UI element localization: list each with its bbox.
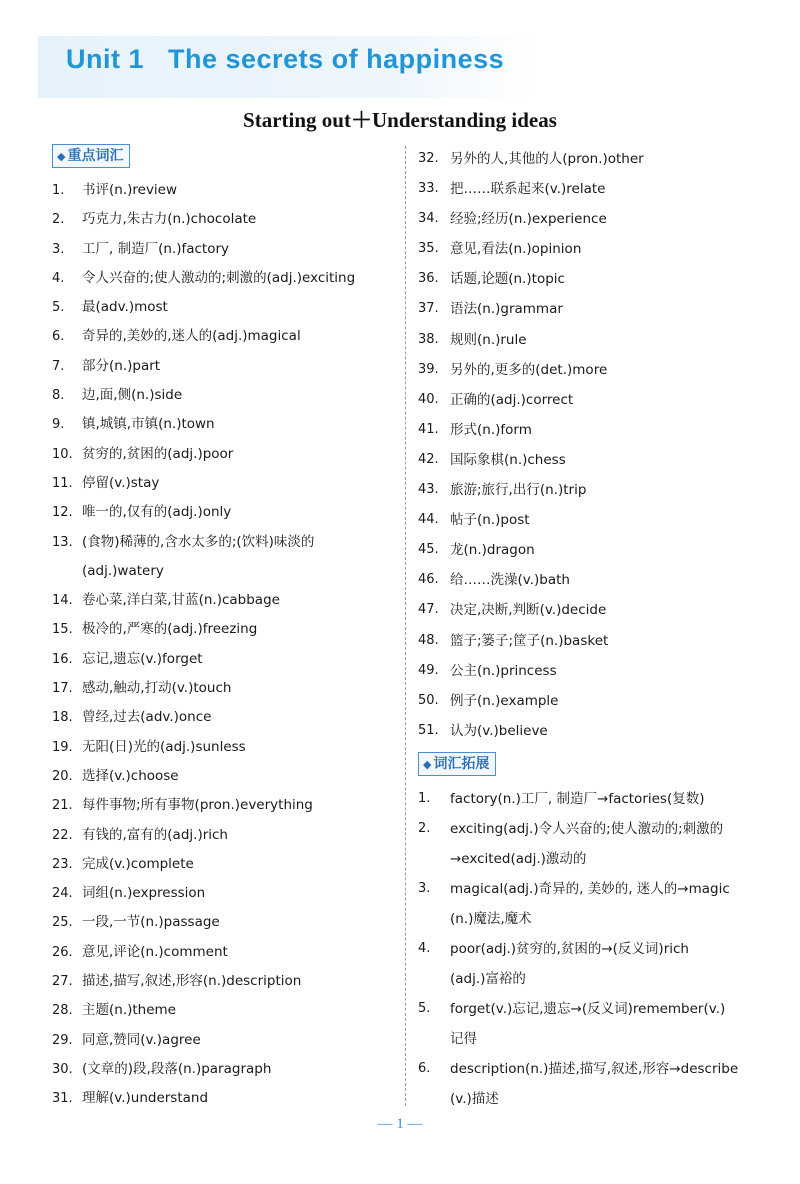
vocab-entry bbox=[52, 410, 392, 439]
entry-text: 忘记,遗忘(v.)forget bbox=[82, 650, 203, 667]
entry-number: 10. bbox=[52, 446, 73, 462]
vocab-entry bbox=[418, 355, 770, 385]
entry-text: 停留(v.)stay bbox=[82, 474, 160, 491]
entry-text: (n.)魔法,魔术 bbox=[450, 910, 532, 927]
section-title: Starting out＋Understanding ideas bbox=[243, 108, 557, 132]
vocab-entry bbox=[52, 703, 392, 732]
entry-number bbox=[418, 904, 450, 934]
entry-number: 21. bbox=[52, 798, 73, 814]
entry-text: 部分(n.)part bbox=[82, 357, 161, 374]
vocab-entry bbox=[52, 879, 392, 908]
unit-title: Unit 1 The secrets of happiness bbox=[66, 44, 505, 74]
vocab-entry bbox=[52, 586, 392, 615]
key-vocabulary-label: 重点词汇 bbox=[67, 148, 124, 164]
vocab-entry bbox=[52, 557, 392, 586]
entry-number: 7. bbox=[52, 358, 65, 374]
entry-number bbox=[418, 844, 450, 874]
entry-text: 经验;经历(n.)experience bbox=[450, 211, 607, 228]
entry-text: 令人兴奋的;使人激动的;刺激的(adj.)exciting bbox=[82, 269, 356, 286]
vocab-entry bbox=[418, 294, 770, 324]
entry-text: 工厂, 制造厂(n.)factory bbox=[82, 240, 230, 257]
entry-text: 例子(n.)example bbox=[450, 692, 559, 709]
entry-text: 选择(v.)choose bbox=[82, 767, 179, 784]
vocab-entry bbox=[52, 1026, 392, 1055]
entry-number: 39. bbox=[418, 361, 439, 377]
entry-text: 词组(n.)expression bbox=[82, 885, 206, 902]
entry-text: (文章的)段,段落(n.)paragraph bbox=[82, 1060, 272, 1077]
vocab-entry bbox=[52, 205, 392, 234]
entry-number: 32. bbox=[418, 151, 439, 166]
entry-text: 篮子;篓子;筐子(n.)basket bbox=[450, 632, 609, 649]
entry-text: 完成(v.)complete bbox=[82, 855, 194, 872]
entry-number: 31. bbox=[52, 1091, 73, 1107]
entry-text: 巧克力,朱古力(n.)chocolate bbox=[82, 211, 257, 228]
entry-number: 51. bbox=[418, 722, 439, 738]
vocab-entry bbox=[52, 791, 392, 820]
entry-number: 5. bbox=[418, 1000, 431, 1016]
entry-number: 44. bbox=[418, 512, 439, 528]
entry-text: 另外的人,其他的人(pron.)other bbox=[450, 151, 644, 167]
entry-text: 话题,论题(n.)topic bbox=[450, 271, 565, 288]
entry-text: 极冷的,严寒的(adj.)freezing bbox=[82, 621, 258, 638]
vocab-entry bbox=[418, 415, 770, 445]
entry-number: 12. bbox=[52, 505, 73, 521]
entry-number: 36. bbox=[418, 271, 439, 287]
vocab-entry bbox=[418, 1084, 770, 1114]
entry-text: 奇异的,美妙的,迷人的(adj.)magical bbox=[82, 328, 301, 345]
entry-text: 卷心菜,洋白菜,甘蓝(n.)cabbage bbox=[82, 592, 280, 609]
entry-number: 34. bbox=[418, 211, 439, 227]
entry-number: 40. bbox=[418, 391, 439, 407]
vocab-entry bbox=[418, 535, 770, 565]
entry-text: forget(v.)忘记,遗忘→(反义词)remember(v.) bbox=[450, 1000, 726, 1017]
entry-number: 6. bbox=[418, 1060, 431, 1076]
entry-number: 49. bbox=[418, 662, 439, 678]
vocab-entry bbox=[52, 352, 392, 381]
entry-text: →excited(adj.)激动的 bbox=[450, 850, 587, 867]
entry-text: 另外的,更多的(det.)more bbox=[450, 361, 608, 378]
entry-text: 意见,评论(n.)comment bbox=[82, 943, 228, 960]
vocab-entry bbox=[52, 615, 392, 644]
vocab-entry bbox=[52, 1084, 392, 1113]
entry-number bbox=[418, 1024, 450, 1054]
entry-text: 曾经,过去(adv.)once bbox=[82, 709, 212, 726]
entry-text: 意见,看法(n.)opinion bbox=[450, 241, 582, 258]
entry-text: 感动,触动,打动(v.)touch bbox=[82, 680, 232, 697]
entry-number: 3. bbox=[52, 241, 65, 257]
entry-number: 37. bbox=[418, 301, 439, 317]
vocab-entry bbox=[418, 904, 770, 934]
entry-text: factory(n.)工厂, 制造厂→factories(复数) bbox=[450, 790, 705, 807]
entry-number: 33. bbox=[418, 181, 439, 197]
entry-number: 2. bbox=[52, 212, 65, 228]
vocab-entry bbox=[52, 235, 392, 264]
entry-text: 规则(n.)rule bbox=[450, 331, 527, 348]
entry-number: 29. bbox=[52, 1032, 73, 1048]
entry-number: 15. bbox=[52, 622, 73, 638]
entry-text: magical(adj.)奇异的, 美妙的, 迷人的→magic bbox=[450, 880, 730, 897]
key-vocabulary-list-continued bbox=[418, 144, 770, 746]
vocab-entry bbox=[418, 874, 770, 904]
vocab-entry bbox=[52, 938, 392, 967]
vocab-entry bbox=[52, 645, 392, 674]
entry-number: 48. bbox=[418, 632, 439, 648]
vocab-entry bbox=[418, 844, 770, 874]
page-number: — 1 — bbox=[377, 1116, 423, 1132]
entry-number bbox=[52, 557, 82, 586]
entry-number: 41. bbox=[418, 421, 439, 437]
vocab-entry bbox=[52, 322, 392, 351]
entry-text: 认为(v.)believe bbox=[450, 722, 548, 739]
vocab-entry bbox=[418, 626, 770, 656]
entry-text: 给……洗澡(v.)bath bbox=[450, 572, 570, 589]
entry-number: 26. bbox=[52, 944, 73, 960]
entry-number: 18. bbox=[52, 710, 73, 726]
key-vocabulary-list bbox=[52, 176, 392, 1114]
entry-number: 1. bbox=[52, 183, 65, 198]
entry-number: 38. bbox=[418, 331, 439, 347]
vocabulary-expansion-heading bbox=[418, 752, 496, 776]
key-vocabulary-heading bbox=[52, 144, 130, 168]
entry-number: 8. bbox=[52, 388, 65, 404]
entry-number: 42. bbox=[418, 451, 439, 467]
entry-text: poor(adj.)贫穷的,贫困的→(反义词)rich bbox=[450, 940, 689, 957]
entry-text: 贫穷的,贫困的(adj.)poor bbox=[82, 445, 234, 462]
entry-text: 同意,赞同(v.)agree bbox=[82, 1031, 201, 1048]
entry-number: 19. bbox=[52, 739, 73, 755]
vocab-entry bbox=[52, 762, 392, 791]
vocab-entry bbox=[418, 385, 770, 415]
entry-text: description(n.)描述,描写,叙述,形容→describe bbox=[450, 1060, 739, 1077]
entry-text: 语法(n.)grammar bbox=[450, 301, 563, 318]
entry-number: 4. bbox=[52, 270, 65, 286]
entry-text: 无阳(日)光的(adj.)sunless bbox=[82, 738, 246, 755]
vocab-entry bbox=[52, 528, 392, 557]
entry-text: 镇,城镇,市镇(n.)town bbox=[82, 416, 215, 433]
entry-number: 6. bbox=[52, 329, 65, 345]
entry-number: 28. bbox=[52, 1003, 73, 1019]
entry-number: 3. bbox=[418, 880, 431, 896]
entry-text: 描述,描写,叙述,形容(n.)description bbox=[82, 973, 302, 990]
vocab-entry bbox=[52, 176, 392, 205]
entry-text: 决定,决断,判断(v.)decide bbox=[450, 602, 607, 619]
entry-number: 20. bbox=[52, 768, 73, 784]
entry-text: 有钱的,富有的(adj.)rich bbox=[82, 826, 228, 843]
vocabulary-expansion-list bbox=[418, 784, 770, 1114]
entry-text: 记得 bbox=[450, 1030, 477, 1047]
entry-number: 11. bbox=[52, 475, 73, 491]
entry-text: 书评(n.)review bbox=[82, 182, 178, 198]
vocab-entry bbox=[418, 475, 770, 505]
vocab-entry bbox=[418, 565, 770, 595]
diamond-icon: ◆ bbox=[57, 150, 66, 163]
entry-text: 边,面,侧(n.)side bbox=[82, 387, 183, 404]
vocab-entry bbox=[418, 964, 770, 994]
vocab-entry bbox=[418, 445, 770, 475]
vocab-entry bbox=[418, 264, 770, 294]
entry-number: 22. bbox=[52, 827, 73, 843]
entry-text: 把……联系起来(v.)relate bbox=[450, 181, 606, 198]
entry-number: 27. bbox=[52, 974, 73, 990]
vocab-entry bbox=[418, 325, 770, 355]
entry-text: 帖子(n.)post bbox=[450, 512, 530, 529]
vocab-entry bbox=[418, 1054, 770, 1084]
entry-number: 46. bbox=[418, 572, 439, 588]
entry-number: 50. bbox=[418, 692, 439, 708]
vocab-entry bbox=[52, 264, 392, 293]
vocab-entry bbox=[52, 733, 392, 762]
entry-text: 理解(v.)understand bbox=[82, 1090, 209, 1107]
vocab-entry bbox=[418, 784, 770, 814]
vocabulary-expansion-label: 词汇拓展 bbox=[433, 755, 490, 772]
vocab-entry bbox=[52, 967, 392, 996]
entry-text: 公主(n.)princess bbox=[450, 662, 557, 679]
entry-text: 旅游;旅行,出行(n.)trip bbox=[450, 482, 587, 499]
entry-number: 16. bbox=[52, 651, 73, 667]
entry-number: 45. bbox=[418, 542, 439, 558]
entry-number: 25. bbox=[52, 915, 73, 931]
entry-number: 1. bbox=[418, 790, 431, 806]
entry-text: 一段,一节(n.)passage bbox=[82, 914, 220, 931]
vocab-entry bbox=[418, 144, 770, 174]
vocab-entry bbox=[418, 174, 770, 204]
entry-text: 国际象棋(n.)chess bbox=[450, 451, 566, 468]
vocab-entry bbox=[52, 850, 392, 879]
vocab-entry bbox=[418, 1024, 770, 1054]
entry-text: 龙(n.)dragon bbox=[450, 542, 535, 559]
entry-number bbox=[418, 1084, 450, 1114]
right-column bbox=[418, 144, 770, 1114]
entry-number: 24. bbox=[52, 886, 73, 902]
entry-text: 形式(n.)form bbox=[450, 421, 532, 438]
entry-number: 2. bbox=[418, 820, 431, 836]
entry-text: (adj.)watery bbox=[82, 562, 164, 579]
vocab-entry bbox=[52, 440, 392, 469]
vocab-entry bbox=[52, 996, 392, 1025]
vocab-entry bbox=[418, 595, 770, 625]
entry-number: 17. bbox=[52, 681, 73, 697]
vocab-entry bbox=[52, 498, 392, 527]
vocab-entry bbox=[52, 821, 392, 850]
entry-text: 每件事物;所有事物(pron.)everything bbox=[82, 797, 313, 814]
vocab-entry bbox=[418, 934, 770, 964]
vocab-entry bbox=[52, 908, 392, 937]
vocab-entry bbox=[418, 656, 770, 686]
entry-number: 47. bbox=[418, 602, 439, 618]
left-column bbox=[52, 144, 392, 1114]
entry-text: (adj.)富裕的 bbox=[450, 970, 526, 987]
entry-text: (食物)稀薄的,含水太多的;(饮料)味淡的 bbox=[82, 533, 315, 550]
entry-text: (v.)描述 bbox=[450, 1090, 499, 1107]
vocab-entry bbox=[418, 994, 770, 1024]
entry-number: 35. bbox=[418, 241, 439, 257]
vocab-entry bbox=[52, 1055, 392, 1084]
vocab-entry bbox=[418, 204, 770, 234]
vocab-entry bbox=[418, 716, 770, 746]
vocab-entry bbox=[418, 814, 770, 844]
entry-number: 4. bbox=[418, 940, 431, 956]
entry-text: 正确的(adj.)correct bbox=[450, 391, 574, 408]
entry-number: 43. bbox=[418, 482, 439, 498]
entry-text: 唯一的,仅有的(adj.)only bbox=[82, 504, 232, 521]
vocab-entry bbox=[52, 381, 392, 410]
entry-number: 23. bbox=[52, 856, 73, 872]
vocab-entry bbox=[418, 234, 770, 264]
entry-text: 主题(n.)theme bbox=[82, 1002, 176, 1019]
diamond-icon: ◆ bbox=[423, 757, 432, 771]
entry-text: exciting(adj.)令人兴奋的;使人激动的;刺激的 bbox=[450, 820, 724, 837]
vocab-entry bbox=[418, 505, 770, 535]
entry-number bbox=[418, 964, 450, 994]
entry-number: 14. bbox=[52, 593, 73, 609]
entry-number: 9. bbox=[52, 417, 65, 433]
entry-number: 30. bbox=[52, 1061, 73, 1077]
vocab-entry bbox=[52, 674, 392, 703]
entry-text: 最(adv.)most bbox=[82, 299, 168, 316]
vocab-entry bbox=[52, 293, 392, 322]
entry-number: 5. bbox=[52, 300, 65, 316]
vocab-entry bbox=[418, 686, 770, 716]
vocab-entry bbox=[52, 469, 392, 498]
column-divider bbox=[405, 146, 406, 1106]
entry-number: 13. bbox=[52, 534, 73, 550]
